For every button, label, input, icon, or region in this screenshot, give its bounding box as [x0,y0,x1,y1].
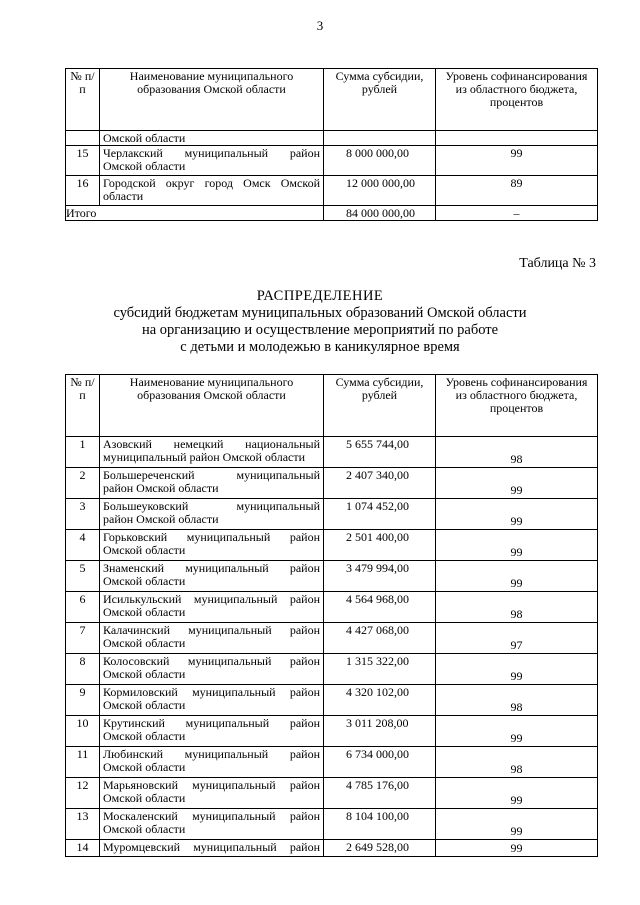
row-level: 89 [436,176,598,206]
row-level: 98 [436,437,598,468]
continuation-text: Омской области [100,131,324,146]
row-name: Марьяновский муниципальный район Омской области [100,778,324,809]
row-num: 13 [66,809,100,840]
row-sum: 6 734 000,00 [324,747,436,778]
heading-title: РАСПРЕДЕЛЕНИЕ [256,288,384,304]
table-row [66,131,598,146]
header-name: Наименование муниципального образования Омской области [100,375,324,437]
table-row [66,685,598,716]
row-sum: 4 320 102,00 [324,685,436,716]
table-label: Таблица № 3 [519,256,596,271]
row-sum: 1 315 322,00 [324,654,436,685]
row-num: 14 [66,840,100,857]
total-row [66,206,598,221]
row-sum: 3 011 208,00 [324,716,436,747]
row-name: Черлакский муниципальный район Омской области [100,146,324,176]
table-header-row [66,69,598,131]
table-heading [0,288,640,356]
row-num: 2 [66,468,100,499]
row-sum: 4 427 068,00 [324,623,436,654]
total-level: – [436,206,598,221]
row-num: 3 [66,499,100,530]
table-row [66,809,598,840]
row-level: 98 [436,685,598,716]
total-label: Итого [66,206,324,221]
row-name: Калачинский муниципальный район Омской области [100,623,324,654]
row-level: 99 [436,809,598,840]
header-level: Уровень софинансирования из областного бюджета, процентов [436,69,598,131]
row-sum: 5 655 744,00 [324,437,436,468]
row-num: 5 [66,561,100,592]
row-name: Кормиловский муниципальный район Омской области [100,685,324,716]
row-level: 99 [436,146,598,176]
row-name: Большереченский муниципальный район Омской области [100,468,324,499]
row-num: 6 [66,592,100,623]
row-name: Исилькульский муниципальный район Омской области [100,592,324,623]
row-name: Большеуковский муниципальный район Омской области [100,499,324,530]
row-num: 12 [66,778,100,809]
header-level: Уровень софинансирования из областного бюджета, процентов [436,375,598,437]
row-level: 99 [436,468,598,499]
table-row [66,176,598,206]
heading-line: с детьми и молодежью в каникулярное время [180,339,460,355]
subsidy-distribution-table [65,374,598,857]
table-row [66,146,598,176]
row-sum: 12 000 000,00 [324,176,436,206]
table-row [66,499,598,530]
row-name: Муромцевский муниципальный район [100,840,324,857]
table-row [66,747,598,778]
row-num: 7 [66,623,100,654]
heading-line: на организацию и осуществление мероприятий по работе [141,322,499,338]
header-sum: Сумма субсидии, рублей [324,69,436,131]
row-level: 99 [436,499,598,530]
row-sum: 2 649 528,00 [324,840,436,857]
table-row [66,778,598,809]
row-name: Москаленский муниципальный район Омской области [100,809,324,840]
table-row [66,561,598,592]
heading-line: субсидий бюджетам муниципальных образований Омской области [113,305,527,321]
row-level: 98 [436,747,598,778]
header-sum: Сумма субсидии, рублей [324,375,436,437]
table-row [66,716,598,747]
header-num: № п/п [66,375,100,437]
row-sum: 2 407 340,00 [324,468,436,499]
row-num: 11 [66,747,100,778]
row-level: 97 [436,623,598,654]
header-num: № п/п [66,69,100,131]
row-level: 99 [436,778,598,809]
row-num: 8 [66,654,100,685]
header-name: Наименование муниципального образования Омской области [100,69,324,131]
row-sum: 2 501 400,00 [324,530,436,561]
row-name: Знаменский муниципальный район Омской области [100,561,324,592]
row-name: Колосовский муниципальный район Омской области [100,654,324,685]
table-row [66,623,598,654]
row-num: 16 [66,176,100,206]
row-sum: 8 104 100,00 [324,809,436,840]
row-name: Азовский немецкий национальный муниципальный район Омской области [100,437,324,468]
total-sum: 84 000 000,00 [324,206,436,221]
row-level: 99 [436,654,598,685]
table-row [66,592,598,623]
row-level: 99 [436,530,598,561]
row-level: 99 [436,840,598,857]
table-header-row [66,375,598,437]
table-row [66,468,598,499]
row-name: Горьковский муниципальный район Омской области [100,530,324,561]
row-level: 99 [436,561,598,592]
row-sum: 4 564 968,00 [324,592,436,623]
row-sum: 1 074 452,00 [324,499,436,530]
row-level: 99 [436,716,598,747]
table-row [66,654,598,685]
row-sum: 8 000 000,00 [324,146,436,176]
row-num: 10 [66,716,100,747]
page-number: 3 [316,18,324,33]
table-row [66,530,598,561]
row-name: Любинский муниципальный район Омской области [100,747,324,778]
row-name: Крутинский муниципальный район Омской области [100,716,324,747]
row-level: 98 [436,592,598,623]
table-row [66,437,598,468]
row-sum: 4 785 176,00 [324,778,436,809]
table-row [66,840,598,857]
row-sum: 3 479 994,00 [324,561,436,592]
row-num: 9 [66,685,100,716]
row-name: Городской округ город Омск Омской области [100,176,324,206]
row-num: 4 [66,530,100,561]
row-num: 15 [66,146,100,176]
subsidy-table-continued [65,68,598,221]
row-num: 1 [66,437,100,468]
